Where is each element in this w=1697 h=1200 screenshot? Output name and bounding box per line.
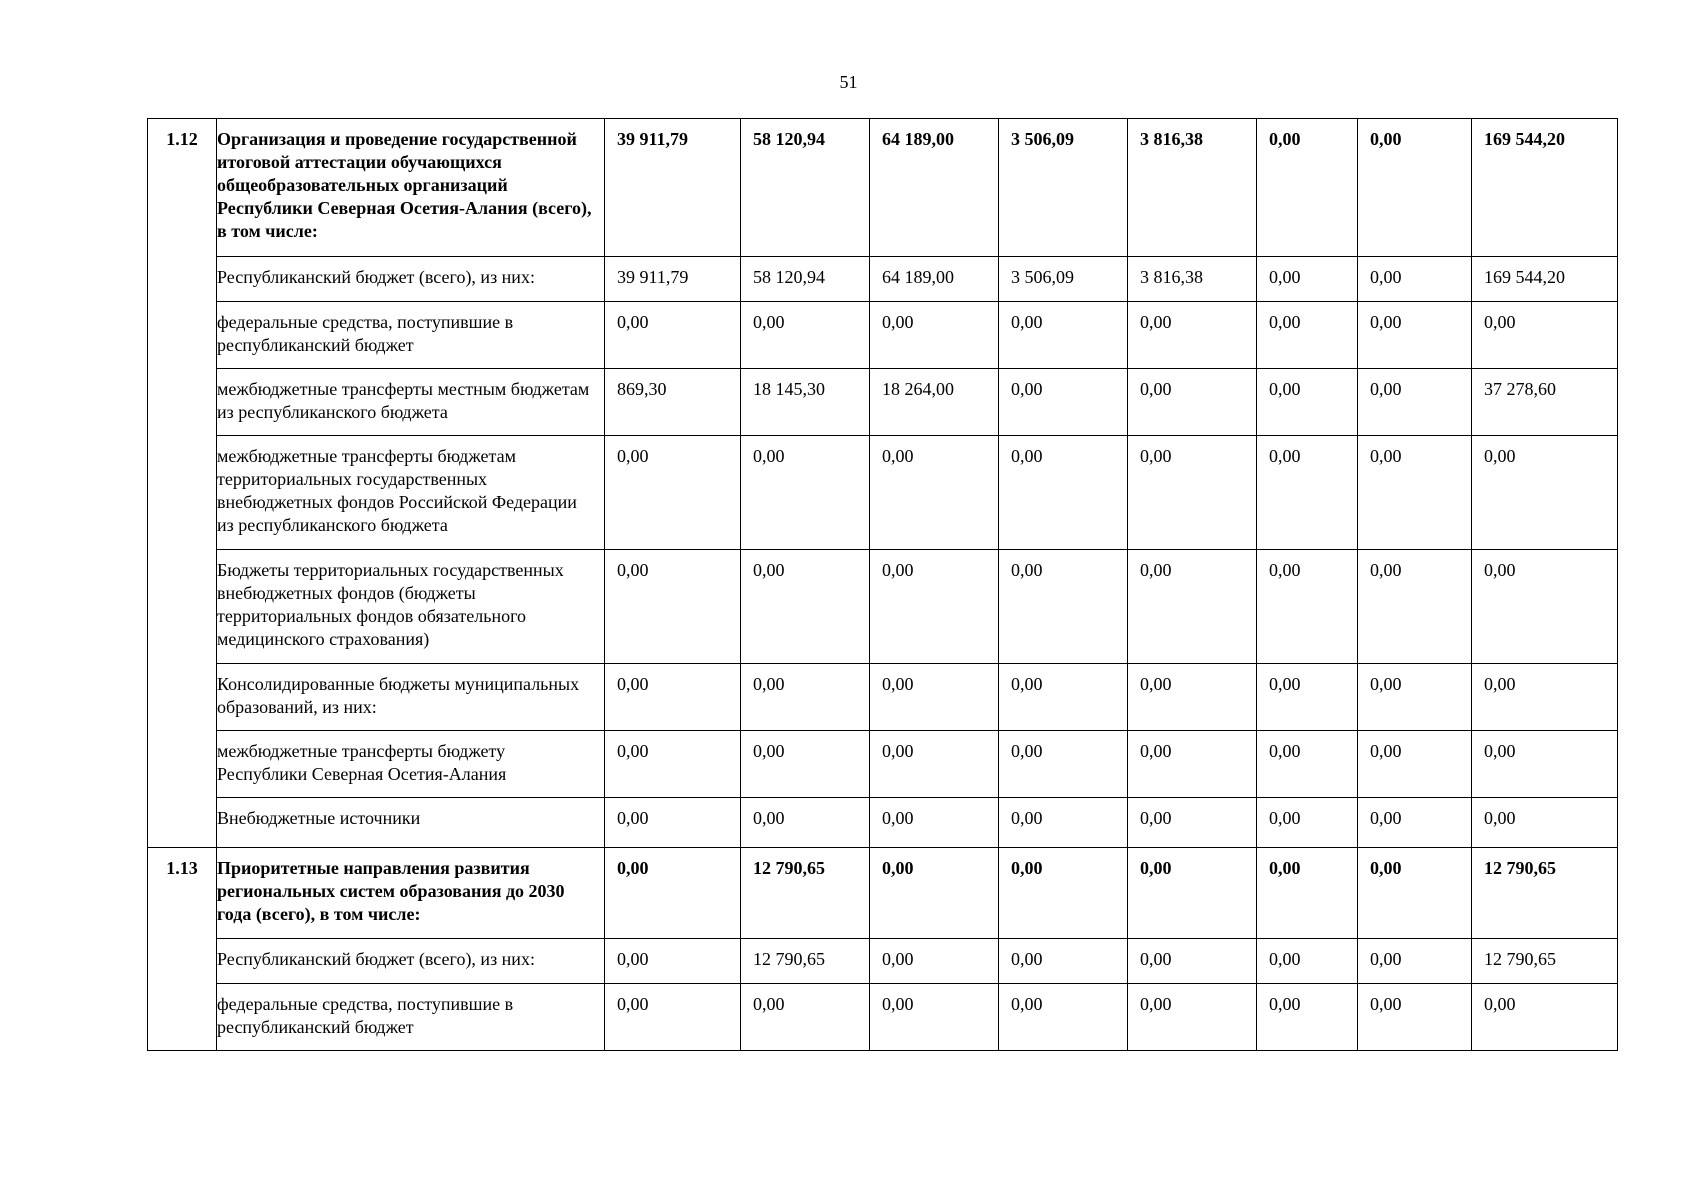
row-label: межбюджетные трансферты местным бюджетам из республиканского бюджета [217, 369, 605, 436]
value-cell: 0,00 [1257, 664, 1358, 731]
value-cell: 0,00 [1128, 664, 1257, 731]
value-cell: 12 790,65 [741, 939, 870, 984]
total-cell: 37 278,60 [1472, 369, 1618, 436]
value-cell: 0,00 [605, 664, 741, 731]
value-cell: 0,00 [1358, 848, 1472, 939]
total-cell: 0,00 [1472, 550, 1618, 664]
value-cell: 0,00 [1257, 939, 1358, 984]
value-cell: 0,00 [870, 939, 999, 984]
value-cell: 0,00 [1358, 798, 1472, 848]
value-cell: 869,30 [605, 369, 741, 436]
total-cell: 12 790,65 [1472, 939, 1618, 984]
table-row [148, 664, 1618, 731]
value-cell: 3 816,38 [1128, 257, 1257, 302]
table-row [148, 939, 1618, 984]
value-cell: 0,00 [741, 302, 870, 369]
value-cell: 0,00 [605, 984, 741, 1051]
table-row [148, 984, 1618, 1051]
value-cell: 0,00 [1257, 550, 1358, 664]
value-cell: 0,00 [999, 302, 1128, 369]
value-cell: 3 816,38 [1128, 119, 1257, 257]
value-cell: 0,00 [1358, 369, 1472, 436]
budget-table [147, 118, 1618, 1051]
value-cell: 0,00 [1358, 119, 1472, 257]
value-cell: 0,00 [605, 848, 741, 939]
total-cell: 0,00 [1472, 664, 1618, 731]
value-cell: 0,00 [999, 436, 1128, 550]
value-cell: 0,00 [1257, 798, 1358, 848]
value-cell: 0,00 [1358, 664, 1472, 731]
row-label: Республиканский бюджет (всего), из них: [217, 939, 605, 984]
value-cell: 39 911,79 [605, 119, 741, 257]
table-row [148, 731, 1618, 798]
value-cell: 18 264,00 [870, 369, 999, 436]
value-cell: 0,00 [870, 550, 999, 664]
value-cell: 0,00 [870, 302, 999, 369]
value-cell: 0,00 [999, 798, 1128, 848]
value-cell: 0,00 [1257, 436, 1358, 550]
value-cell: 0,00 [1257, 848, 1358, 939]
total-cell: 0,00 [1472, 984, 1618, 1051]
table-row [148, 369, 1618, 436]
value-cell: 0,00 [1128, 939, 1257, 984]
row-label: Приоритетные направления развития региональных систем образования до 2030 года (всего), в том числе: [217, 848, 605, 939]
value-cell: 0,00 [1358, 550, 1472, 664]
value-cell: 64 189,00 [870, 119, 999, 257]
row-label: Внебюджетные источники [217, 798, 605, 848]
table-row [148, 257, 1618, 302]
section-header-row [148, 119, 1618, 257]
table-row [148, 302, 1618, 369]
total-cell: 12 790,65 [1472, 848, 1618, 939]
section-code: 1.13 [148, 848, 217, 1051]
value-cell: 0,00 [1128, 848, 1257, 939]
value-cell: 0,00 [999, 848, 1128, 939]
value-cell: 0,00 [1358, 939, 1472, 984]
value-cell: 0,00 [1358, 302, 1472, 369]
value-cell: 58 120,94 [741, 119, 870, 257]
value-cell: 0,00 [1358, 257, 1472, 302]
value-cell: 0,00 [605, 731, 741, 798]
value-cell: 0,00 [999, 731, 1128, 798]
value-cell: 0,00 [870, 731, 999, 798]
value-cell: 0,00 [1257, 302, 1358, 369]
value-cell: 0,00 [999, 550, 1128, 664]
value-cell: 0,00 [1128, 369, 1257, 436]
row-label: федеральные средства, поступившие в республиканский бюджет [217, 984, 605, 1051]
value-cell: 0,00 [1257, 731, 1358, 798]
value-cell: 0,00 [741, 984, 870, 1051]
value-cell: 0,00 [1128, 436, 1257, 550]
page-number: 51 [839, 72, 858, 92]
value-cell: 0,00 [1128, 984, 1257, 1051]
value-cell: 0,00 [741, 731, 870, 798]
value-cell: 0,00 [999, 939, 1128, 984]
value-cell: 3 506,09 [999, 119, 1128, 257]
row-label: межбюджетные трансферты бюджетам территориальных государственных внебюджетных фондов Российской Федерации из республиканского бюджета [217, 436, 605, 550]
value-cell: 0,00 [605, 550, 741, 664]
value-cell: 0,00 [1257, 984, 1358, 1051]
value-cell: 18 145,30 [741, 369, 870, 436]
value-cell: 39 911,79 [605, 257, 741, 302]
value-cell: 0,00 [741, 550, 870, 664]
row-label: межбюджетные трансферты бюджету Республики Северная Осетия-Алания [217, 731, 605, 798]
value-cell: 0,00 [1358, 731, 1472, 798]
table-row [148, 550, 1618, 664]
value-cell: 0,00 [605, 798, 741, 848]
value-cell: 0,00 [1128, 798, 1257, 848]
section-header-row [148, 848, 1618, 939]
value-cell: 64 189,00 [870, 257, 999, 302]
value-cell: 0,00 [1128, 550, 1257, 664]
value-cell: 0,00 [1358, 436, 1472, 550]
value-cell: 0,00 [870, 848, 999, 939]
total-cell: 0,00 [1472, 798, 1618, 848]
total-cell: 169 544,20 [1472, 257, 1618, 302]
value-cell: 0,00 [999, 369, 1128, 436]
value-cell: 0,00 [1128, 302, 1257, 369]
total-cell: 0,00 [1472, 731, 1618, 798]
total-cell: 169 544,20 [1472, 119, 1618, 257]
value-cell: 0,00 [870, 436, 999, 550]
value-cell: 0,00 [870, 664, 999, 731]
value-cell: 0,00 [1257, 257, 1358, 302]
value-cell: 0,00 [870, 984, 999, 1051]
value-cell: 0,00 [605, 302, 741, 369]
value-cell: 58 120,94 [741, 257, 870, 302]
value-cell: 0,00 [741, 436, 870, 550]
value-cell: 0,00 [1257, 119, 1358, 257]
value-cell: 12 790,65 [741, 848, 870, 939]
row-label: Республиканский бюджет (всего), из них: [217, 257, 605, 302]
value-cell: 0,00 [741, 798, 870, 848]
value-cell: 0,00 [605, 436, 741, 550]
row-label: Организация и проведение государственной итоговой аттестации обучающихся общеобразовательных организаций Республики Северная Осетия-Алания (всего), в том числе: [217, 119, 605, 257]
table-row [148, 436, 1618, 550]
row-label: Бюджеты территориальных государственных внебюджетных фондов (бюджеты территориальных фондов обязательного медицинского страхования) [217, 550, 605, 664]
row-label: Консолидированные бюджеты муниципальных образований, из них: [217, 664, 605, 731]
total-cell: 0,00 [1472, 436, 1618, 550]
value-cell: 0,00 [870, 798, 999, 848]
value-cell: 0,00 [605, 939, 741, 984]
value-cell: 0,00 [999, 664, 1128, 731]
section-code: 1.12 [148, 119, 217, 848]
value-cell: 0,00 [741, 664, 870, 731]
table-row [148, 798, 1618, 848]
value-cell: 0,00 [1128, 731, 1257, 798]
value-cell: 0,00 [999, 984, 1128, 1051]
value-cell: 0,00 [1358, 984, 1472, 1051]
table-body [148, 119, 1618, 1051]
total-cell: 0,00 [1472, 302, 1618, 369]
value-cell: 0,00 [1257, 369, 1358, 436]
row-label: федеральные средства, поступившие в республиканский бюджет [217, 302, 605, 369]
value-cell: 3 506,09 [999, 257, 1128, 302]
